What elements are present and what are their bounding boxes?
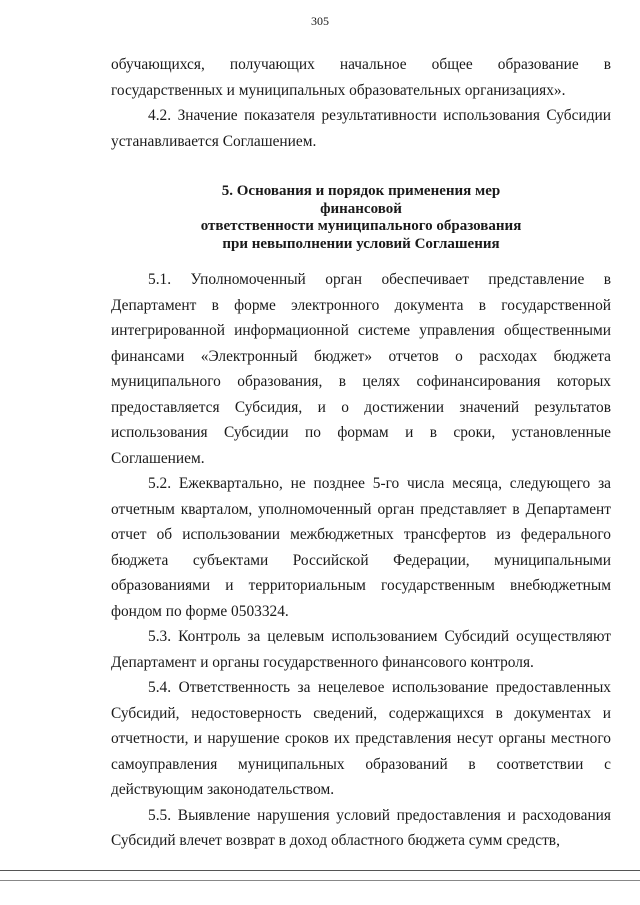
paragraph-5-1: 5.1. Уполномоченный орган обеспечивает представление в Департамент в форме электронного документа в государственной интегрированной информационной системе управления общественными финансами «Электронный бюджет» отчетов о расходах бюджета муниципального образования, в целях софинансирования которых предоставляется Субсидия, и о достижении значений результатов использования Субсидии по формам и в сроки, установленные Соглашением.: [111, 271, 611, 467]
section-heading: [181, 183, 541, 253]
scan-edge-line: [0, 880, 640, 881]
section-heading-line: ответственности муниципального образования: [200, 218, 522, 234]
section-heading-line: при невыполнении условий Соглашения: [222, 235, 500, 252]
page-number: 305: [311, 14, 329, 28]
section-heading-line: 5. Основания и порядок применения мер финансовой: [221, 183, 501, 217]
paragraph-5-2: 5.2. Ежеквартально, не позднее 5-го числа месяца, следующего за отчетным кварталом, уполномоченный орган представляет в Департамент отчет об использовании межбюджетных трансфертов из федерального бюджета субъектами Российской Федерации, муниципальными образованиями и территориальным государственным внебюджетным фондом по форме 0503324.: [111, 475, 611, 620]
paragraph-5-4: 5.4. Ответственность за нецелевое использование предоставленных Субсидий, недостоверность сведений, содержащихся в документах и отчетности, и нарушение сроков их представления несут органы местного самоуправления муниципальных образований в соответствии с действующим законодательством.: [111, 679, 611, 798]
paragraph-5-3: 5.3. Контроль за целевым использованием Субсидий осуществляют Департамент и органы государственного финансового контроля.: [111, 628, 611, 671]
scan-edge-line: [0, 870, 640, 871]
document-body: [111, 52, 611, 854]
paragraph-5-5: 5.5. Выявление нарушения условий предоставления и расходования Субсидий влечет возврат в доход областного бюджета сумм средств,: [111, 806, 611, 849]
paragraph-continuation: обучающихся, получающих начальное общее образование в государственных и муниципальных образовательных организациях».: [111, 56, 611, 99]
paragraph-4-2: 4.2. Значение показателя результативности использования Субсидии устанавливается Соглашением.: [111, 107, 611, 150]
